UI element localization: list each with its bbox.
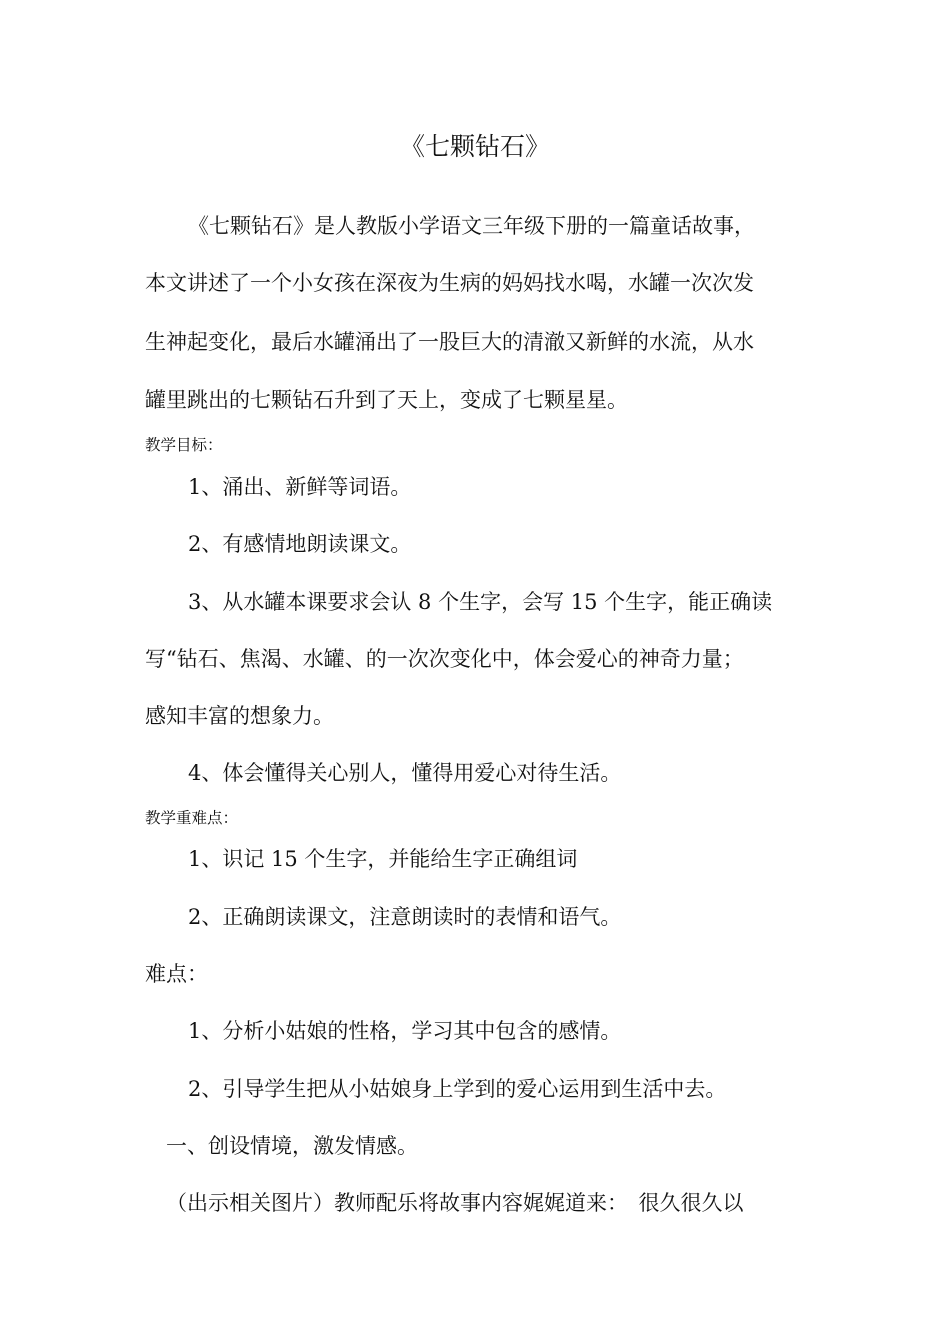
keypoints-heading: 教学重难点： — [145, 809, 239, 827]
objective-item-2: 2、有感情地朗读课文。 — [188, 532, 412, 556]
keypoint-item-2: 2、正确朗读课文，注意朗读时的表情和语气。 — [188, 905, 622, 929]
keypoint-item-1: 1、识记 15 个生字，并能给生字正确组词 — [188, 847, 578, 871]
difficulty-item-1: 1、分析小姑娘的性格，学习其中包含的感情。 — [188, 1019, 622, 1043]
objective-item-4: 4、体会懂得关心别人，懂得用爱心对待生活。 — [188, 761, 622, 785]
objective-item-3: 3、从水罐本课要求会认 8 个生字，会写 15 个生字，能正确读 — [188, 590, 773, 614]
section-1-heading: 一、创设情境，激发情感。 — [166, 1134, 418, 1158]
intro-line-4: 罐里跳出的七颗钻石升到了天上，变成了七颗星星。 — [145, 388, 628, 412]
objective-item-3-cont-1: 写“钻石、焦渴、水罐、的一次次变化中，体会爱心的神奇力量； — [145, 647, 744, 671]
difficulty-heading: 难点： — [145, 962, 208, 986]
difficulty-item-2: 2、引导学生把从小姑娘身上学到的爱心运用到生活中去。 — [188, 1077, 727, 1101]
document-title: 《七颗钻石》 — [399, 132, 550, 161]
objective-item-3-cont-2: 感知丰富的想象力。 — [145, 704, 334, 728]
objectives-heading: 教学目标： — [145, 436, 223, 454]
intro-line-1: 《七颗钻石》是人教版小学语文三年级下册的一篇童话故事， — [188, 214, 755, 238]
objective-item-1: 1、涌出、新鲜等词语。 — [188, 475, 412, 499]
section-1-text: （出示相关图片）教师配乐将故事内容娓娓道来： 很久很久以 — [166, 1191, 744, 1215]
intro-line-3: 生神起变化，最后水罐涌出了一股巨大的清澈又新鲜的水流，从水 — [145, 330, 754, 354]
intro-line-2: 本文讲述了一个小女孩在深夜为生病的妈妈找水喝，水罐一次次发 — [145, 271, 754, 295]
